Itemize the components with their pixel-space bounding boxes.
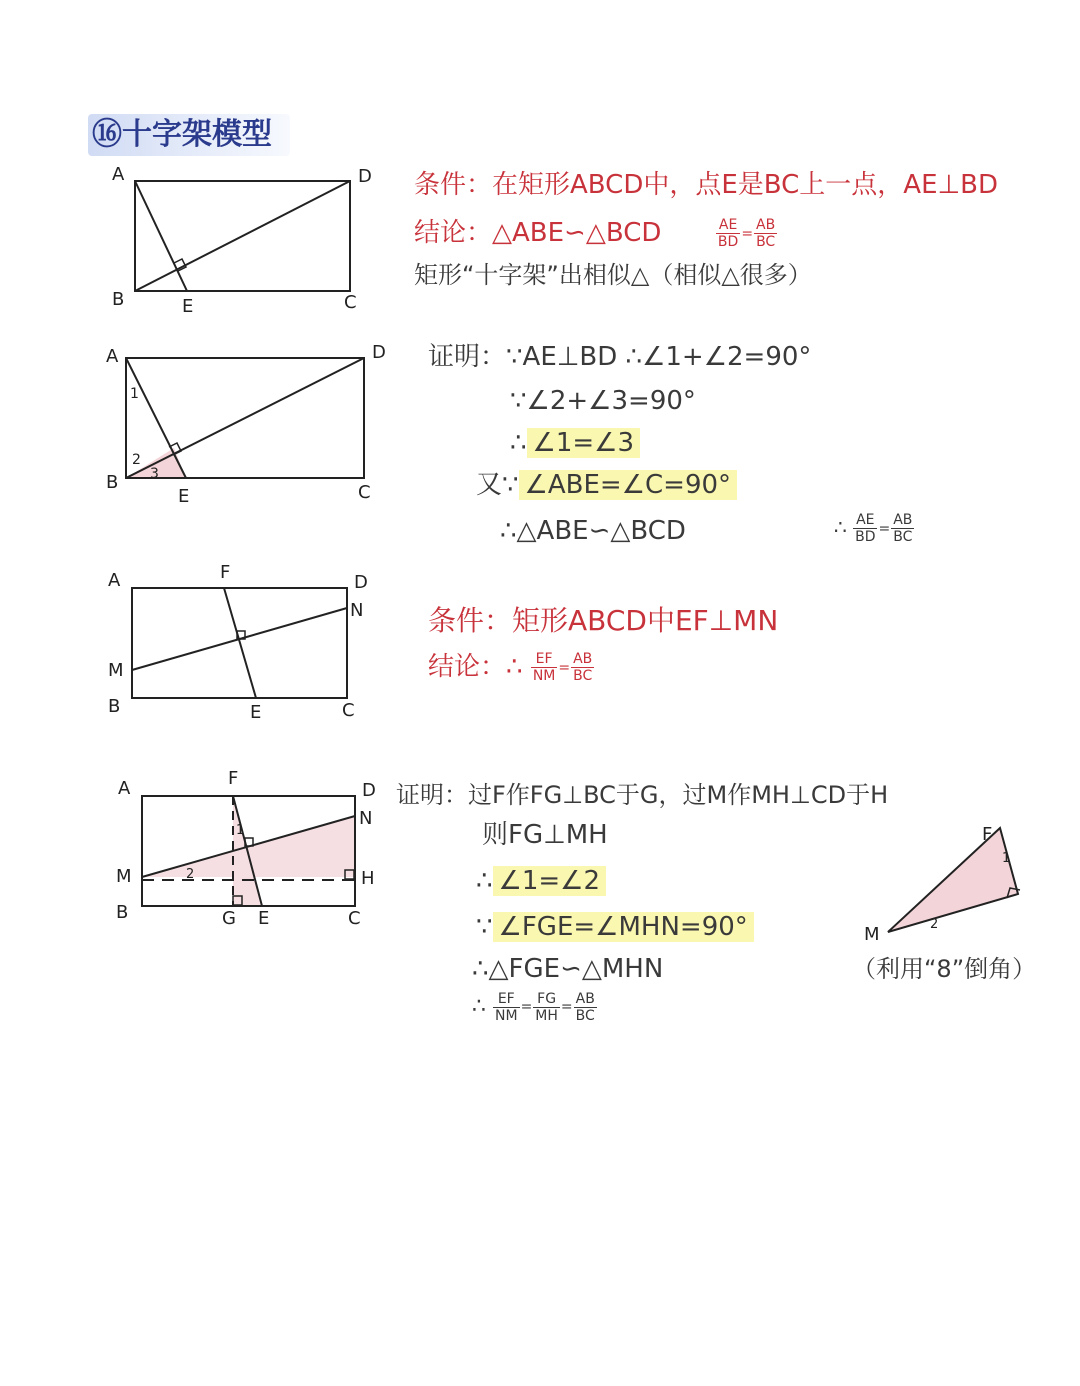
s2-ratio xyxy=(834,510,914,546)
s4-line3-prefix: ∴ xyxy=(476,866,493,896)
label-a: A xyxy=(118,778,131,799)
s2-line3-prefix: ∴ xyxy=(510,428,527,458)
s4-frac-fg-mh: $\frac{FG}{MH}$ xyxy=(535,990,558,1024)
s4-ratio xyxy=(472,990,597,1024)
label-d: D xyxy=(372,342,386,363)
s4-line4-highlight: ∠FGE=∠MHN=90° xyxy=(493,912,754,942)
s1-eq: = xyxy=(741,225,754,242)
s2-line4-highlight: ∠ABE=∠C=90° xyxy=(519,470,737,500)
s2-eq: = xyxy=(878,520,891,537)
s2-line1: 证明：∵AE⊥BD ∴∠1+∠2=90° xyxy=(428,342,812,372)
s4-therefore: ∴ xyxy=(472,994,486,1019)
s4-frac-ef-nm: $\frac{EF}{NM}$ xyxy=(495,990,518,1024)
s2-frac-ae-bd: $\frac{AE}{BD}$ xyxy=(855,512,876,545)
label-a: A xyxy=(106,346,119,367)
label-c: C xyxy=(344,292,357,313)
label-b: B xyxy=(108,696,121,717)
s4-line5: ∴△FGE∽△MHN xyxy=(472,954,664,984)
diagram-small-triangle xyxy=(860,818,1030,948)
s2-line2: ∵∠2+∠3=90° xyxy=(510,386,696,416)
s4-line3 xyxy=(476,864,606,898)
label-e: E xyxy=(182,296,194,317)
s3-frac-ab-bc: $\frac{AB}{BC}$ xyxy=(573,651,593,684)
label-n: N xyxy=(350,600,364,621)
angle-2: 2 xyxy=(930,917,939,932)
s4-frac-ab-bc: $\frac{AB}{BC}$ xyxy=(575,990,595,1024)
s1-note: 矩形“十字架”出相似△（相似△很多） xyxy=(414,261,812,289)
s2-line3-highlight: ∠1=∠3 xyxy=(527,428,641,458)
label-b: B xyxy=(116,902,129,923)
label-e: E xyxy=(258,908,270,929)
label-c: C xyxy=(348,908,361,929)
angle-3: 3 xyxy=(150,466,159,482)
s1-frac-ae-bd: $\frac{AE}{BD}$ xyxy=(717,217,739,250)
segment-ae xyxy=(135,181,187,291)
s1-condition: 条件：在矩形ABCD中，点E是BC上一点，AE⊥BD xyxy=(414,170,999,200)
label-f: F xyxy=(228,768,239,789)
s4-eq-1: = xyxy=(520,999,533,1015)
label-f: F xyxy=(982,824,993,845)
s4-eq-2: = xyxy=(560,999,573,1015)
s4-line1: 证明：过F作FG⊥BC于G，过M作MH⊥CD于H xyxy=(396,781,889,809)
s4-line4-prefix: ∵ xyxy=(476,912,493,942)
angle-1: 1 xyxy=(236,823,245,838)
label-m: M xyxy=(116,866,132,887)
label-b: B xyxy=(106,472,119,493)
label-e: E xyxy=(250,702,262,723)
angle-2: 2 xyxy=(132,452,141,468)
s1-conclusion xyxy=(414,216,777,251)
angle-2: 2 xyxy=(186,867,195,882)
label-a: A xyxy=(108,570,121,591)
angle-1: 1 xyxy=(1002,851,1011,866)
s2-therefore: ∴ xyxy=(834,515,847,539)
label-b: B xyxy=(112,289,125,310)
s2-frac-ab-bc: $\frac{AB}{BC}$ xyxy=(893,512,913,545)
diagram-1 xyxy=(100,160,400,320)
segment-bd xyxy=(135,181,350,291)
label-g: G xyxy=(222,908,236,929)
s4-line2: 则FG⊥MH xyxy=(482,820,608,850)
s2-line4 xyxy=(476,468,737,502)
label-e: E xyxy=(178,486,190,507)
label-m: M xyxy=(108,660,124,681)
diagram-2 xyxy=(100,338,400,508)
label-m: M xyxy=(864,924,880,945)
s3-eq: = xyxy=(558,659,571,676)
s3-conclusion xyxy=(428,650,594,685)
s3-condition: 条件：矩形ABCD中EF⊥MN xyxy=(428,604,779,637)
s1-frac-ab-bc: $\frac{AB}{BC}$ xyxy=(756,217,776,250)
label-c: C xyxy=(358,482,371,503)
label-a: A xyxy=(112,164,125,185)
s2-line3 xyxy=(510,426,640,460)
label-d: D xyxy=(362,780,376,801)
s4-line4 xyxy=(476,910,754,944)
label-f: F xyxy=(220,562,231,583)
s4-line3-highlight: ∠1=∠2 xyxy=(493,866,607,896)
diagram-4 xyxy=(100,762,390,942)
s1-conclusion-text: 结论：△ABE∽△BCD xyxy=(414,218,662,248)
label-c: C xyxy=(342,700,355,721)
label-d: D xyxy=(358,166,372,187)
page-title: ⑯十字架模型 xyxy=(88,114,290,156)
s4-side-note: （利用“8”倒角） xyxy=(852,955,1037,983)
label-h: H xyxy=(361,868,375,889)
label-n: N xyxy=(359,808,373,829)
s2-line4-prefix: 又∵ xyxy=(476,470,519,500)
s3-frac-ef-nm: $\frac{EF}{NM}$ xyxy=(532,651,556,684)
label-d: D xyxy=(354,572,368,593)
angle-1: 1 xyxy=(130,386,139,402)
s3-conclusion-text: 结论：∴ xyxy=(428,652,523,682)
segment-bd xyxy=(126,358,364,478)
diagram-3 xyxy=(100,558,390,728)
shaded-triangle xyxy=(888,828,1018,932)
s2-line5: ∴△ABE∽△BCD xyxy=(500,516,686,546)
